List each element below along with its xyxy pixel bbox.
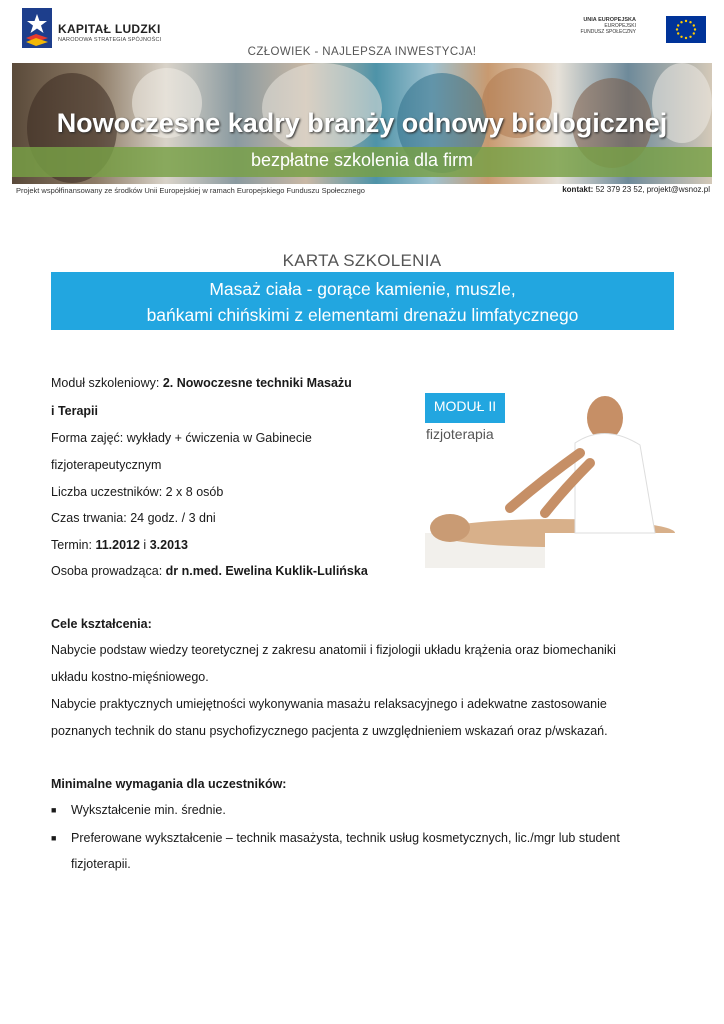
term-label: Termin:	[51, 538, 96, 552]
requirement-item-1: Wykształcenie min. średnie.	[71, 803, 226, 817]
goals-line-2: układu kostno-mięśniowego.	[51, 670, 209, 684]
banner-subtitle: bezpłatne szkolenia dla firm	[250, 150, 474, 170]
module-line-2	[51, 404, 98, 418]
goals-line-4: poznanych technik do stanu psychofizycznego pacjenta z uwzględnieniem wskazań oraz p/wskazań.	[51, 724, 608, 738]
form-line-2: fizjoterapeutycznym	[51, 458, 162, 472]
term-from: 11.2012	[95, 538, 140, 552]
eu-label	[580, 17, 636, 35]
goals-line-1: Nabycie podstaw wiedzy teoretycznej z zakresu anatomii i fizjologii układu krążenia oraz biomechaniki	[51, 643, 616, 657]
contact-value: 52 379 23 52, projekt@wsnoz.pl	[595, 185, 710, 194]
course-title-box	[51, 272, 674, 330]
leader-label: Osoba prowadząca:	[51, 564, 166, 578]
requirement-item-2-cont: fizjoterapii.	[71, 857, 131, 871]
term-line	[51, 538, 188, 552]
eu-line-1: UNIA EUROPEJSKA	[583, 17, 636, 23]
eu-line-2: EUROPEJSKI	[604, 23, 636, 29]
eu-line-3: FUNDUSZ SPOŁECZNY	[580, 29, 636, 35]
leader-line	[51, 564, 368, 578]
form-line: Forma zajęć: wykłady + ćwiczenia w Gabinecie	[51, 431, 312, 445]
duration-line: Czas trwania: 24 godz. / 3 dni	[51, 511, 216, 525]
kapital-ludzki-logo	[22, 8, 52, 48]
contact-info	[562, 185, 710, 194]
leader-value: dr n.med. Ewelina Kuklik-Lulińska	[165, 564, 368, 578]
logo-title: KAPITAŁ LUDZKI	[58, 22, 161, 36]
eu-flag-icon	[666, 16, 706, 43]
goals-line-3: Nabycie praktycznych umiejętności wykonywania masażu relaksacyjnego i adekwatne zastosowanie	[51, 697, 607, 711]
logo-subtitle: NARODOWA STRATEGIA SPÓJNOŚCI	[58, 37, 162, 43]
term-separator: i	[139, 538, 150, 552]
slogan: CZŁOWIEK - NAJLEPSZA INWESTYCJA!	[247, 46, 477, 58]
contact-label: kontakt:	[562, 185, 594, 194]
module-line	[51, 376, 352, 390]
requirements-heading-text: Minimalne wymagania dla uczestników:	[51, 777, 287, 791]
module-badge-label: MODUŁ II	[433, 398, 497, 414]
card-heading: KARTA SZKOLENIA	[282, 251, 442, 270]
module-value-cont: i Terapii	[51, 404, 99, 418]
requirements-heading	[51, 777, 286, 791]
goals-heading-text: Cele kształcenia:	[51, 617, 152, 631]
requirement-item-2: Preferowane wykształcenie – technik masażysta, technik usług kosmetycznych, lic./mgr lub student	[71, 831, 620, 845]
course-title-line-1: Masaż ciała - gorące kamienie, muszle,	[209, 279, 516, 299]
module-value: 2. Nowoczesne techniki Masażu	[162, 376, 352, 390]
cofinancing-note: Projekt współfinansowany ze środków Unii Europejskiej w ramach Europejskiego Funduszu Społecznego	[16, 186, 365, 195]
module-label: Moduł szkoleniowy:	[51, 376, 163, 390]
banner-title: Nowoczesne kadry branży odnowy biologicznej	[56, 108, 668, 138]
module-badge-sub: fizjoterapia	[426, 426, 494, 442]
course-title-line-2: bańkami chińskimi z elementami drenażu limfatycznego	[146, 305, 579, 325]
bullet-icon: ■	[51, 805, 57, 815]
participants-line: Liczba uczestników: 2 x 8 osób	[51, 485, 224, 499]
term-to: 3.2013	[149, 538, 188, 552]
goals-heading	[51, 617, 152, 631]
bullet-icon: ■	[51, 833, 57, 843]
